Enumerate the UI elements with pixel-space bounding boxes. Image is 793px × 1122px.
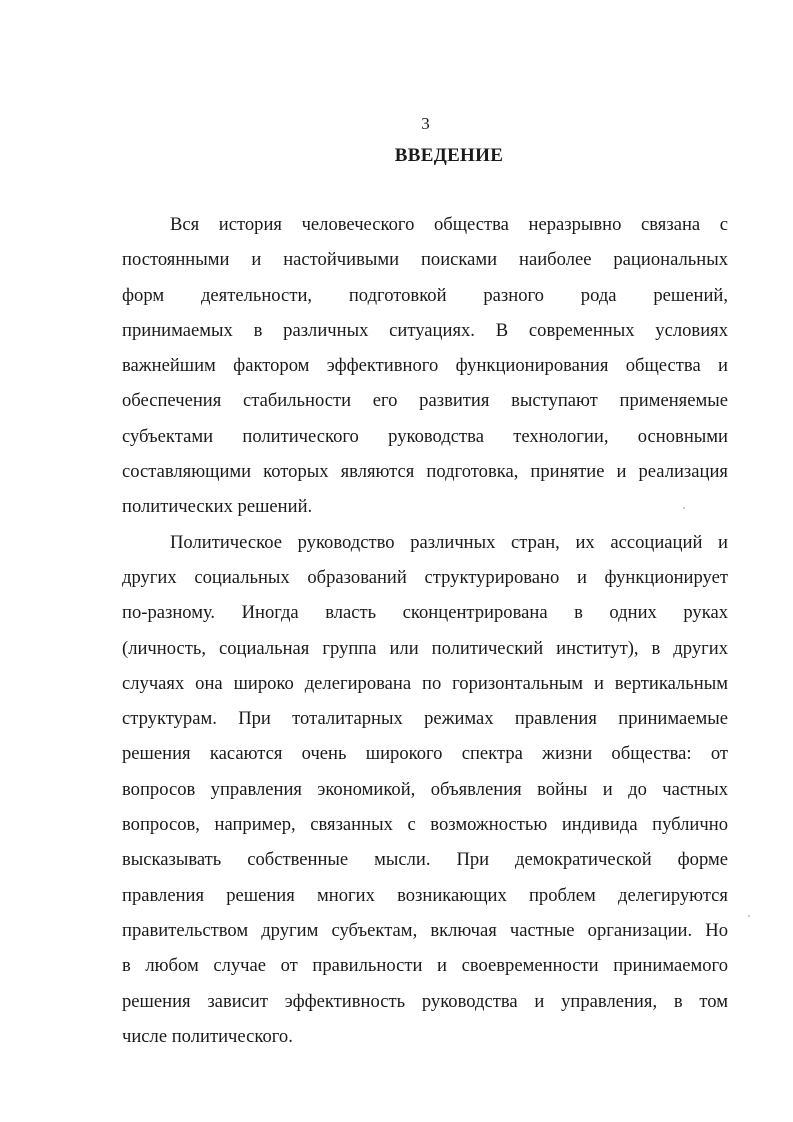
body-text (122, 207, 728, 1054)
text-line: вопросов, например, связанных с возможностью индивида публично (122, 814, 728, 836)
section-heading: ВВЕДЕНИЕ (394, 145, 504, 166)
text-line: постоянными и настойчивыми поисками наиболее рациональных (122, 249, 728, 271)
text-line: важнейшим фактором эффективного функционирования общества и (122, 355, 728, 377)
text-line: решения зависит эффективность руководства и управления, в том (122, 990, 728, 1012)
text-line: субъектами политического руководства технологии, основными (122, 425, 728, 447)
text-line: правительством другим субъектам, включая частные организации. Но (122, 919, 728, 941)
scan-speck (683, 507, 685, 509)
text-line: Вся история человеческого общества неразрывно связана с (170, 214, 728, 235)
text-line: в любом случае от правильности и своевременности принимаемого (122, 955, 728, 977)
text-line-last: политических решений. (122, 496, 313, 518)
text-line: по-разному. Иногда власть сконцентрирована в одних руках (122, 602, 728, 624)
text-line: вопросов управления экономикой, объявления войны и до частных (122, 778, 728, 800)
text-line: структурам. При тоталитарных режимах правления принимаемые (122, 708, 728, 730)
scan-speck (748, 915, 750, 917)
text-line: высказывать собственные мысли. При демократической форме (122, 849, 728, 871)
text-line: решения касаются очень широкого спектра жизни общества: от (122, 743, 728, 765)
text-line: случаях она широко делегирована по горизонтальным и вертикальным (122, 672, 728, 694)
text-line: составляющими которых являются подготовка, принятие и реализация (122, 461, 728, 483)
text-line: Политическое руководство различных стран, их ассоциаций и (170, 531, 728, 553)
text-line: обеспечения стабильности его развития выступают применяемые (122, 390, 728, 412)
text-line-last: числе политического. (122, 1025, 293, 1047)
text-line: принимаемых в различных ситуациях. В современных условиях (122, 319, 728, 341)
text-line: форм деятельности, подготовкой разного рода решений, (122, 284, 728, 306)
text-line: других социальных образований структурировано и функционирует (122, 566, 728, 588)
text-line: (личность, социальная группа или политический институт), в других (122, 637, 728, 659)
paragraph-2 (122, 525, 728, 1054)
paragraph-1 (122, 207, 728, 525)
page-number: 3 (421, 114, 430, 133)
text-line: правления решения многих возникающих проблем делегируются (122, 884, 728, 906)
